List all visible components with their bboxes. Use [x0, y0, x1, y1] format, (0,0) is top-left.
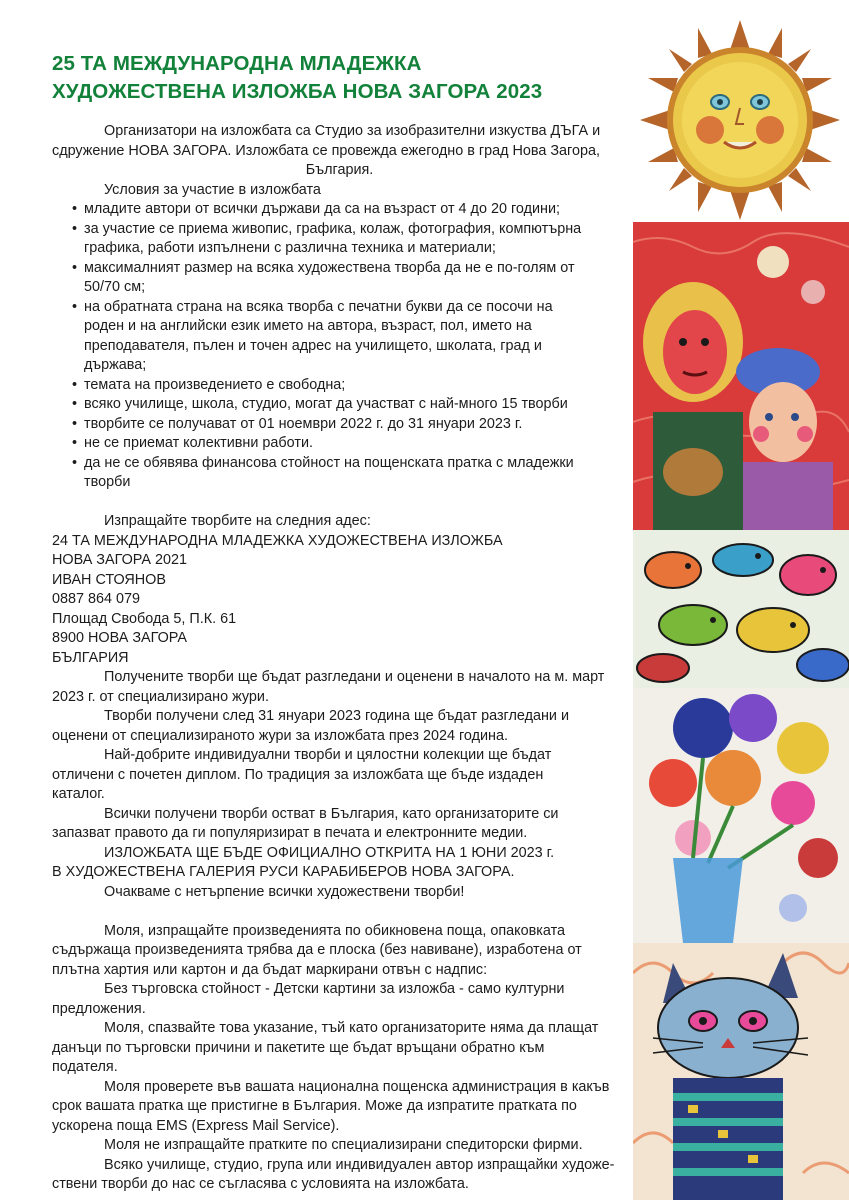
mail-p4-line-1: Моля проверете във вашата национална пощенска администрация в какъв: [104, 1078, 610, 1095]
condition-line: • не се приемат колективни работи.: [84, 435, 313, 451]
condition-line: творби: [84, 474, 131, 490]
address-line: НОВА ЗАГОРА 2021: [52, 552, 188, 568]
condition-line: • всяко училище, школа, студио, могат да участват с най-много 15 творби: [84, 396, 568, 412]
sun-painting: [640, 20, 840, 220]
mail-p6-line-2: ствени творби до нас се съгласява с условията на изложбата.: [52, 1176, 469, 1192]
intro-line-2: сдружение НОВА ЗАГОРА. Изложбата се провежда ежегодно в град Нова Загора,: [52, 142, 601, 159]
condition-line: • творбите се получават от 01 ноември 2022 г. до 31 януари 2023 г.: [84, 415, 523, 432]
intro-line-3: България.: [305, 162, 374, 178]
opening-announcement-line-2: В ХУДОЖЕСТВЕНА ГАЛЕРИЯ РУСИ КАРАБИБЕРОВ НОВА ЗАГОРА.: [52, 864, 515, 880]
condition-item: [72, 220, 627, 259]
page-title: [52, 50, 632, 106]
mail-p3-line-2: данъци по търговски причини и пакетите ще бъдат връщани обратно към: [52, 1039, 545, 1056]
info-p1-line-2: 2023 г. от специализирано жури.: [52, 688, 269, 705]
condition-line: • да не се обявява финансова стойност на пощенската пратка с младежки: [84, 454, 574, 471]
mail-p4-line-3: ускорена поща EMS (Express Mail Service).: [52, 1117, 340, 1134]
address-intro: Изпращайте творбите на следния адес:: [104, 513, 371, 529]
closing-line: Очакваме с нетърпение всички художествени творби!: [104, 883, 465, 900]
condition-item: [72, 415, 627, 435]
condition-item: [72, 200, 627, 220]
mail-p5: Моля не изпращайте пратките по специализирани спедиторски фирми.: [104, 1137, 583, 1153]
mail-p1-line-3: плътна хартия или картон и да бъдат маркирани отвън с надпис:: [52, 961, 488, 978]
condition-line: държава;: [84, 357, 147, 373]
opening-announcement-line-1: ИЗЛОЖБАТА ЩЕ БЪДЕ ОФИЦИАЛНО ОТКРИТА НА 1 ЮНИ 2023 г.: [104, 844, 555, 861]
info-p2-line-2: оценени от специализираното жури за изложбата през 2024 година.: [52, 727, 508, 744]
address-line: 24 ТА МЕЖДУНАРОДНА МЛАДЕЖКА ХУДОЖЕСТВЕНА ИЗЛОЖБА: [52, 532, 503, 549]
mail-p6-line-1: Всяко училище, студио, група или индивидуален автор изпращайки художе-: [104, 1156, 615, 1173]
info-p4-line-2: запазват правото да ги популяризират в печата и електронните медии.: [52, 825, 528, 841]
address-line: 0887 864 079: [52, 591, 141, 607]
info-p2-line-1: Творби получени след 31 януари 2023 година ще бъдат разгледани и: [104, 708, 569, 724]
condition-item: [72, 376, 627, 396]
title-line-1: 25 ТА МЕЖДУНАРОДНА МЛАДЕЖКА: [52, 52, 422, 75]
condition-line: роден и на английски език името на автора, възраст, пол, името на: [84, 318, 532, 334]
condition-line: преподавателя, пълен и точен адрес на училището, школата, град и: [84, 337, 542, 354]
condition-item: [72, 454, 627, 493]
condition-line: графика, работи изпълнени с различна техника и материали;: [84, 240, 496, 256]
address-line: Площад Свобода 5, П.К. 61: [52, 610, 237, 627]
condition-item: [72, 259, 627, 298]
title-line-2: ХУДОЖЕСТВЕНА ИЗЛОЖБА НОВА ЗАГОРА 2023: [52, 80, 543, 103]
mail-p4-line-2: срок вашата пратка ще пристигне в България. Може да изпратите пратката по: [52, 1098, 577, 1114]
condition-item: [72, 298, 627, 376]
address-line: 8900 НОВА ЗАГОРА: [52, 630, 188, 646]
condition-line: • младите автори от всички държави да са на възраст от 4 до 20 години;: [84, 201, 560, 217]
mail-p1-line-1: Моля, изпращайте произведенията по обикновена поща, опаковката: [104, 922, 566, 939]
condition-item: [72, 395, 627, 415]
info-p3-line-1: Най-добрите индивидуални творби и цялостни колекции ще бъдат: [104, 747, 552, 763]
info-p4-line-1: Всички получени творби остват в България, като организаторите си: [104, 805, 559, 822]
info-p1-line-1: Получените творби ще бъдат разгледани и оценени в началото на м. март: [104, 669, 605, 685]
condition-line: • за участие се приема живопис, графика, колаж, фотография, компютърна: [84, 220, 582, 237]
address-line: ИВАН СТОЯНОВ: [52, 571, 166, 588]
condition-line: • на обратната страна на всяка творба с печатни букви да се посочи на: [84, 298, 553, 315]
painting-flowers: [633, 688, 849, 943]
intro-line-1: Организатори на изложбата са Студио за изобразителни изкуства ДЪГА и: [104, 123, 601, 139]
mail-p3-line-3: подателя.: [52, 1059, 118, 1075]
condition-line: • темата на произведението е свободна;: [84, 376, 346, 393]
info-p3-line-2: отличени с почетен диплом. По традиция за изложбата ще бъде издаден: [52, 766, 544, 783]
condition-line: • максималният размер на всяка художествена творба да не е по-голям от: [84, 259, 575, 276]
mail-p1-line-2: съдържаща произведенията трябва да е плоска (без навиване), изработена от: [52, 942, 582, 958]
painting-portraits: [633, 222, 849, 530]
mail-p3-line-1: Моля, спазвайте това указание, тъй като организаторите няма да плащат: [104, 1020, 599, 1036]
condition-item: [72, 434, 627, 454]
info-p3-line-3: каталог.: [52, 786, 105, 802]
address-line: БЪЛГАРИЯ: [52, 649, 129, 666]
painting-birds: [633, 530, 849, 688]
mailing-address: [52, 532, 627, 669]
conditions-heading: Условия за участие в изложбата: [104, 181, 321, 198]
mail-p2-line-1: Без търговска стойност - Детски картини за изложба - само културни: [104, 981, 565, 997]
conditions-list: [52, 200, 627, 493]
condition-line: 50/70 см;: [84, 279, 146, 295]
painting-cat: [633, 943, 849, 1200]
mail-p2-line-2: предложения.: [52, 1000, 146, 1017]
body-text: [52, 122, 627, 1195]
